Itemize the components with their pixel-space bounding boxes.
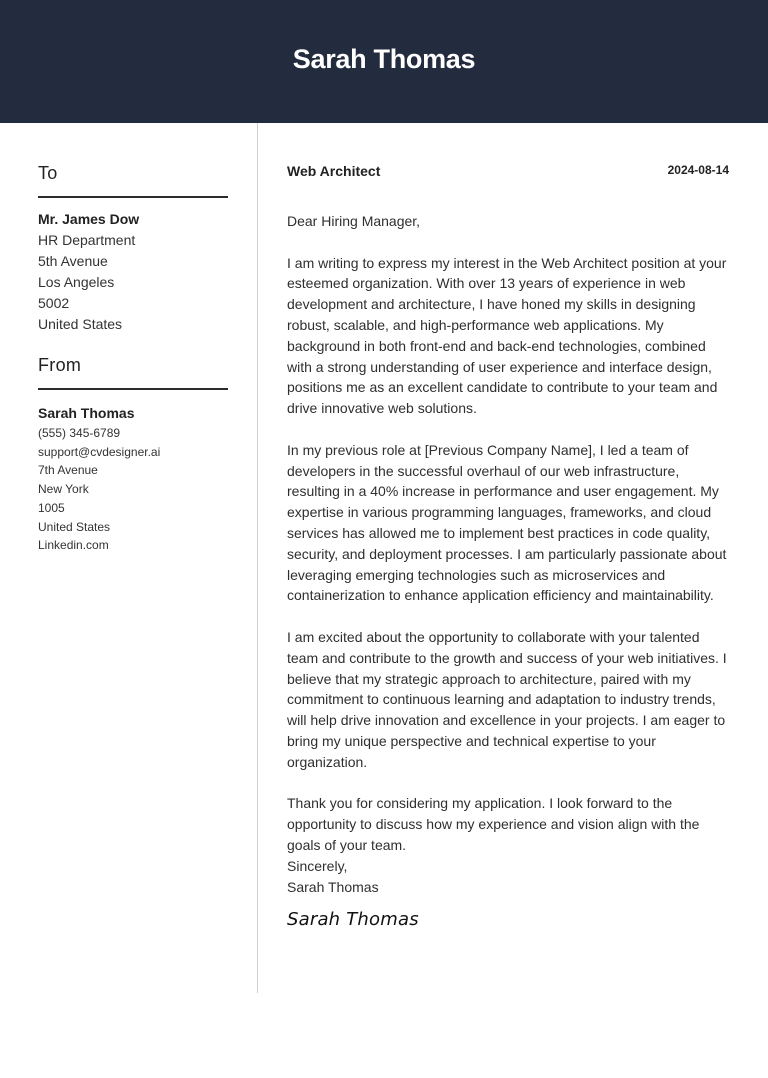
letter-text <box>287 211 729 877</box>
recipient-name: Mr. James Dow <box>38 211 140 227</box>
letter-date: 2024-08-14 <box>667 163 729 177</box>
job-title: Web Architect <box>287 163 381 179</box>
recipient-block <box>38 209 139 335</box>
sender-email: support@cvdesigner.ai <box>38 444 161 459</box>
from-section-rule <box>38 388 228 390</box>
closing-block <box>287 856 379 898</box>
paragraph-3: I am excited about the opportunity to collaborate with your talented team and contribute to the growth and success of your web initiatives. I believe that my strategic approach to architecture, paired with my commitment to continuous learning and adaptation to industry trends, will help drive innovation and excellence in your projects. I am eager to bring my unique perspective and technical expertise to your organization. <box>287 628 727 770</box>
sender-city: New York <box>38 482 89 497</box>
recipient-zip: 5002 <box>38 295 70 311</box>
sender-street: 7th Avenue <box>38 463 98 478</box>
paragraph-1: I am writing to express my interest in the Web Architect position at your esteemed organization. With over 13 years of experience in web development and architecture, I have honed my skills in designing robust, scalable, and high-performance web applications. My background in both front-end and back-end technologies, combined with a strong understanding of user experience and interface design, positions me as an excellent candidate to contribute to your team and drive innovative web solutions. <box>287 254 727 417</box>
recipient-street: 5th Avenue <box>38 253 108 269</box>
sender-block <box>38 403 160 555</box>
recipient-country: United States <box>38 316 123 332</box>
to-section-title: To <box>38 163 58 183</box>
applicant-name-heading: Sarah Thomas <box>292 44 476 74</box>
sender-country: United States <box>38 519 111 534</box>
signature: Sarah Thomas <box>287 909 419 930</box>
closing-name: Sarah Thomas <box>287 879 379 895</box>
sender-name: Sarah Thomas <box>38 405 135 421</box>
greeting: Dear Hiring Manager, <box>287 213 421 229</box>
sender-phone: (555) 345-6789 <box>38 426 121 440</box>
page-header <box>0 0 768 123</box>
sender-zip: 1005 <box>38 500 65 515</box>
paragraph-2: In my previous role at [Previous Company Name], I led a team of developers in the successful overhaul of our web infrastructure, resulting in a 40% increase in performance and user engagement. My expertise in various programming languages, frameworks, and cloud services has allowed me to implement best practices in code quality, security, and deployment processes. I am particularly passionate about leveraging emerging technologies such as microservices and containerization to enhance application efficiency and maintainability. <box>287 441 727 604</box>
recipient-city: Los Angeles <box>38 274 115 290</box>
sender-website: Linkedin.com <box>38 538 109 553</box>
paragraph-4: Thank you for considering my application. I look forward to the opportunity to discuss how my experience and vision align with the goals of your team. <box>287 795 700 853</box>
closing-salutation: Sincerely, <box>287 858 348 874</box>
to-section-rule <box>38 196 228 198</box>
from-section-title: From <box>38 355 82 375</box>
column-divider <box>257 123 258 993</box>
recipient-department: HR Department <box>38 232 136 248</box>
